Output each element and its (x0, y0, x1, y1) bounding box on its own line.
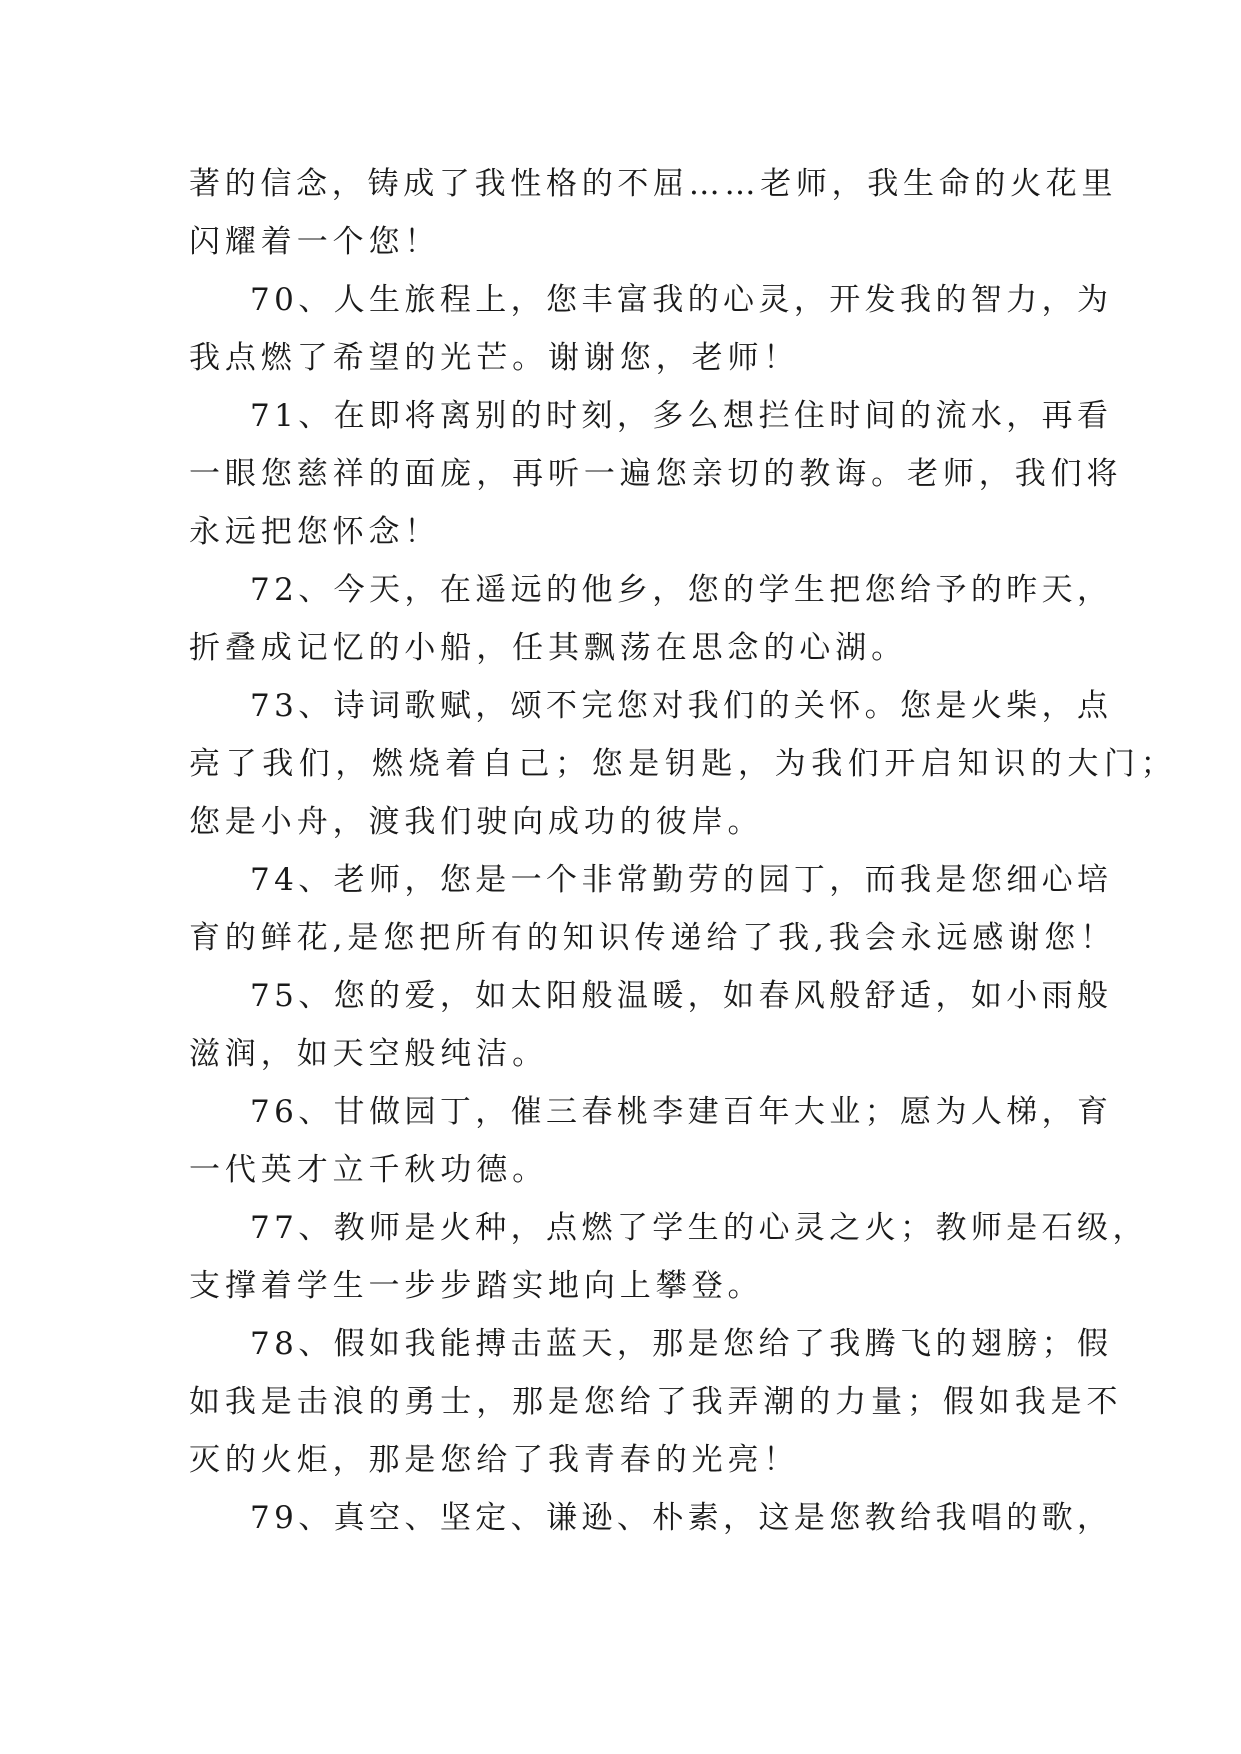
text-line: 著的信念，铸成了我性格的不屈……老师，我生命的火花里 (189, 166, 1118, 202)
text-line: 永远把您怀念！ (189, 514, 441, 550)
paragraph-first-line: 75、您的爱，如太阳般温暖，如春风般舒适，如小雨般 (250, 978, 1113, 1014)
text-line: 亮了我们，燃烧着自己；您是钥匙，为我们开启知识的大门； (189, 746, 1178, 782)
text-line: 如我是击浪的勇士，那是您给了我弄潮的力量；假如我是不 (189, 1384, 1123, 1420)
paragraph-first-line: 78、假如我能搏击蓝天，那是您给了我腾飞的翅膀；假 (250, 1326, 1113, 1362)
paragraph-first-line: 79、真空、坚定、谦逊、朴素，这是您教给我唱的歌， (250, 1500, 1113, 1536)
text-line: 您是小舟，渡我们驶向成功的彼岸。 (189, 804, 764, 840)
text-line: 支撑着学生一步步踏实地向上攀登。 (189, 1268, 764, 1304)
paragraph-first-line: 73、诗词歌赋，颂不完您对我们的关怀。您是火柴，点 (250, 688, 1113, 724)
paragraph-first-line: 77、教师是火种，点燃了学生的心灵之火；教师是石级， (250, 1210, 1148, 1246)
paragraph-first-line: 76、甘做园丁，催三春桃李建百年大业；愿为人梯，育 (250, 1094, 1113, 1130)
paragraph-first-line: 70、人生旅程上，您丰富我的心灵，开发我的智力，为 (250, 282, 1113, 318)
text-line: 育的鲜花,是您把所有的知识传递给了我,我会永远感谢您！ (189, 920, 1117, 956)
paragraph-first-line: 74、老师，您是一个非常勤劳的园丁，而我是您细心培 (250, 862, 1113, 898)
text-line: 闪耀着一个您！ (189, 224, 441, 260)
text-line: 我点燃了希望的光芒。谢谢您，老师！ (189, 340, 800, 376)
text-line: 灭的火炬，那是您给了我青春的光亮！ (189, 1442, 800, 1478)
text-line: 一代英才立千秋功德。 (189, 1152, 548, 1188)
paragraph-first-line: 72、今天，在遥远的他乡，您的学生把您给予的昨天， (250, 572, 1113, 608)
text-line: 一眼您慈祥的面庞，再听一遍您亲切的教诲。老师，我们将 (189, 456, 1123, 492)
text-line: 滋润，如天空般纯洁。 (189, 1036, 548, 1072)
paragraph-first-line: 71、在即将离别的时刻，多么想拦住时间的流水，再看 (250, 398, 1113, 434)
text-line: 折叠成记忆的小船，任其飘荡在思念的心湖。 (189, 630, 907, 666)
